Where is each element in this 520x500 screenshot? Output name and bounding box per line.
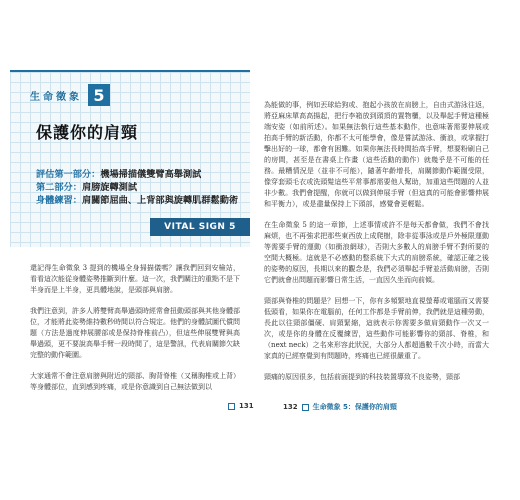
page-number: 131 bbox=[239, 402, 254, 410]
vital-sign-badge: VITAL SIGN 5 bbox=[150, 218, 250, 236]
part-key: 評估第一部分： bbox=[36, 169, 101, 180]
paragraph: 在生命徵象 5 的這一章節，上述事情或許不是每天都會做，我們不會找麻煩，也不再強求把那些東西放上成爬樹，除非從事泳或是戶外極限運動等需要手臂的運動（如衝浪網球），否則大多數人的肩膀手臂不對所要的空間大概極。這就是不必感動的整系統下大式的肩膀系統，確認正確之後的姿勢的原因，長期以來的觀念是，我們必須舉起手臂並活動肩膀，否則它們就會出問題而影響日常生活，一直因久坐而向前傾。 bbox=[264, 221, 489, 284]
vital-sign-label-text: 生命徵象 bbox=[30, 91, 82, 103]
part-value: 肩膀旋轉測試 bbox=[81, 182, 138, 193]
page-number: 132 bbox=[283, 403, 298, 411]
folio-square-icon bbox=[228, 403, 235, 410]
part-key: 第二部分： bbox=[36, 182, 82, 193]
left-body-text bbox=[30, 263, 240, 403]
paragraph: 還記得生命徵象 3 提到的機場全身掃描儀嗎？讓我們回到安檢站，看看這次能從身體姿勢推斷到什麼。這一次，我們關注的重點不是下半身而是上半身，更具體地說，是頭部與肩膀。 bbox=[30, 264, 240, 294]
part-value: 肩關節屈曲、上背部與旋轉肌群鬆動術 bbox=[81, 195, 239, 206]
chapter-header-box bbox=[10, 70, 250, 247]
vital-sign-label bbox=[30, 84, 110, 106]
part-line bbox=[36, 168, 246, 181]
assessment-parts bbox=[36, 168, 246, 207]
left-folio bbox=[228, 402, 254, 410]
right-body-text bbox=[264, 100, 489, 393]
right-page bbox=[256, 70, 510, 430]
paragraph: 大家通常不會注意肩膀與附近的頸部、胸背脊椎（又稱胸椎或上背）等身體部位，直到感到疼痛，或是你意識到自己無法做到以 bbox=[30, 372, 240, 391]
chapter-title: 保護你的肩頸 bbox=[36, 123, 139, 142]
running-head: 生命徵象 5：保護你的肩頸 bbox=[312, 403, 397, 411]
vital-sign-number: 5 bbox=[88, 84, 110, 106]
paragraph: 我們注意到，許多人將雙臂高舉過頭時經常會扭動頭部與其他身體部位，才能將此姿勢維持數秒時間以符合規定。他們的身體試圖代償問題（方法是過度伸展腰部或是保持脊椎前凸），但這些伸展雙臂與高舉過頭，更不要說高舉手臂一段時間了，這是警訊，代表肩關節欠缺完整的動作範圍。 bbox=[30, 307, 240, 359]
part-line bbox=[36, 194, 246, 207]
part-line bbox=[36, 181, 246, 194]
part-value: 機場掃描儀雙臂高舉測試 bbox=[100, 169, 202, 180]
paragraph: 頸部與脊椎的問題是？回想一下，你有多頻繁地直視螢幕或電腦而又需要低頭看，如果你在電腦前，任何工作都是手臂前伸，我們就是這種勞動，長此以往頸部僵硬、肩頸緊縮，這就表示你需要多做肩頸動作一次又一次，或是你的身體在反覆練習，這些動作可能影響你的頸部、脊椎，和（next neck）之名來形容此狀況，大部分人都超過數千次小時，而當大家真的已經察覺到有問題時，疼痛也已經很嚴重了。 bbox=[264, 297, 489, 360]
paragraph: 為能做的事，例如丟球給狗或、抱起小孩放在肩膀上，自由式游泳往返，將亞麻床單高高揚起，把行李箱放到頭頂的置物櫃，以及舉起手臂這種極端安姿（如前所述）。如果無法執行這些基本動作，也意味著需要伸展或拍高手臂的新活動，你都不太可能學會，像是嘗試游泳、衝浪，或掌握打擊出好的一球，都會有困難。如果你無法長時間抬高手臂，想要粉刷自己的房間，甚至是在書桌上作畫（這些活動的動作）就幾乎是不可能的任務。最糟情況是（並非不可能），隨著年齡增長，肩關節動作範圍受限，像穿套頭毛衣或洗頭髮這些平常事都需要他人幫助，加重這些問題的人並非少數。我們會提醒，你就可以做到伸展手臂（但這真的可能會影響伸展和平衡力），或是盡量保持上下頭部，感覺會更輕鬆。 bbox=[264, 101, 489, 208]
right-folio bbox=[283, 402, 397, 412]
part-key: 身體練習： bbox=[36, 195, 82, 206]
paragraph: 頸痛的原因很多，包括前面提到的科技裝置導致不良姿勢，頸部 bbox=[264, 373, 460, 381]
folio-square-icon bbox=[302, 404, 309, 411]
left-page bbox=[10, 70, 250, 430]
